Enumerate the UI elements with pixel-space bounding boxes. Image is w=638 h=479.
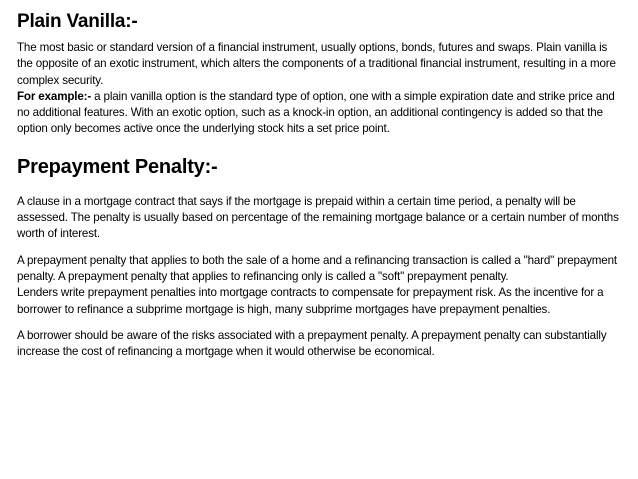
spacer bbox=[17, 318, 624, 328]
plain-vanilla-title: Plain Vanilla:- bbox=[17, 11, 138, 32]
spacer bbox=[17, 180, 624, 194]
plain-vanilla-definition: The most basic or standard version of a financial instrument, usually options, bonds, futures and swaps. Plain vanilla is the opposite of an exotic instrument, which alters the components of a traditional financial instrument, resulting in a more complex security. bbox=[17, 41, 616, 87]
example-text: a plain vanilla option is the standard type of option, one with a simple expiration date and strike price and no additional features. With an exotic option, such as a knock-in option, an additional contingency is added so that the option only becomes active once the underlying stock hits a set price point. bbox=[17, 89, 615, 136]
prepayment-penalty-title: Prepayment Penalty:- bbox=[17, 155, 218, 178]
spacer bbox=[17, 243, 624, 253]
spacer bbox=[17, 138, 624, 154]
hard-soft-penalty-paragraph: A prepayment penalty that applies to both the sale of a home and a refinancing transaction is called a "hard" prepayment penalty. A prepayment penalty that applies to refinancing only is called a "soft" prepayment penalty. bbox=[17, 253, 617, 283]
lenders-paragraph: Lenders write prepayment penalties into mortgage contracts to compensate for prepayment risk. As the incentive for a borrower to refinance a subprime mortgage is high, many subprime mortgages have prepayment penalties. bbox=[17, 286, 604, 316]
prepayment-penalty-definition: A clause in a mortgage contract that says if the mortgage is prepaid within a certain time period, a penalty will be assessed. The penalty is usually based on percentage of the remaining mortgage balance or a certain number of months worth of interest. bbox=[17, 194, 619, 241]
example-label: For example:- bbox=[17, 89, 92, 103]
plain-vanilla-example bbox=[17, 89, 624, 138]
borrower-paragraph: A borrower should be aware of the risks associated with a prepayment penalty. A prepayment penalty can substantially increase the cost of refinancing a mortgage when it would otherwise be economical. bbox=[17, 328, 607, 359]
